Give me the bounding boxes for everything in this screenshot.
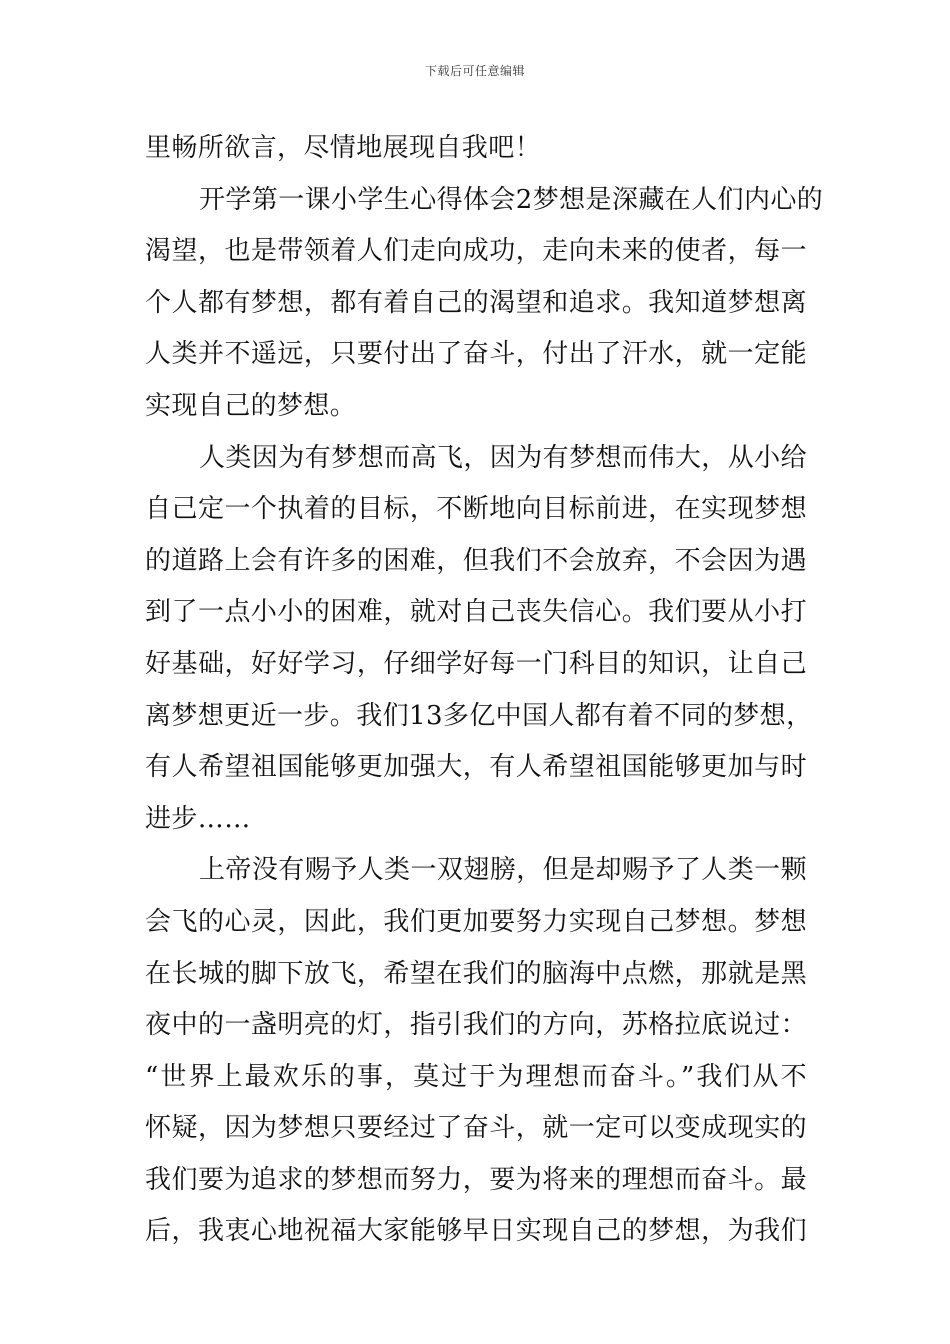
text-line: 好基础，好好学习，仔细学好每一门科目的知识，让自己 (145, 648, 807, 679)
text-line: 里畅所欲言，尽情地展现自我吧！ (145, 133, 542, 163)
paragraph-start-line: 人类因为有梦想而高飞，因为有梦想而伟大，从小给 (199, 442, 807, 473)
text-line: 在长城的脚下放飞，希望在我们的脑海中点燃，那就是黑 (145, 958, 807, 989)
body-text (145, 123, 824, 1258)
page-header: 下载后可任意编辑 (424, 64, 525, 78)
text-line: 的道路上会有许多的困难，但我们不会放弃，不会因为遇 (145, 545, 807, 576)
text-line: 我们要为追求的梦想而努力，要为将来的理想而奋斗。最 (145, 1164, 807, 1195)
paragraph-start-line: 上帝没有赐予人类一双翅膀，但是却赐予了人类一颗 (199, 855, 807, 886)
text-line: 到了一点小小的困难，就对自己丧失信心。我们要从小打 (145, 597, 807, 628)
text-line: 怀疑，因为梦想只要经过了奋斗，就一定可以变成现实的 (145, 1113, 807, 1144)
text-line: 人类并不遥远，只要付出了奋斗，付出了汗水，就一定能 (145, 339, 807, 370)
text-line: 自己定一个执着的目标，不断地向目标前进，在实现梦想 (145, 494, 807, 525)
text-line: 有人希望祖国能够更加强大，有人希望祖国能够更加与时 (145, 752, 807, 783)
text-line: 离梦想更近一步。我们13多亿中国人都有着不同的梦想， (145, 700, 813, 731)
text-line: 进步…… (145, 803, 251, 834)
text-line: 会飞的心灵，因此，我们更加要努力实现自己梦想。梦想 (145, 906, 807, 937)
text-line: 渴望，也是带领着人们走向成功，走向未来的使者，每一 (145, 236, 807, 267)
text-line: “世界上最欢乐的事，莫过于为理想而奋斗。”我们从不 (145, 1061, 807, 1092)
text-line: 个人都有梦想，都有着自己的渴望和追求。我知道梦想离 (145, 287, 807, 318)
text-line: 后，我衷心地祝福大家能够早日实现自己的梦想，为我们 (145, 1216, 807, 1247)
text-line: 夜中的一盏明亮的灯，指引我们的方向，苏格拉底说过： (145, 1010, 807, 1041)
paragraph-start-line: 开学第一课小学生心得体会2梦想是深藏在人们内心的 (199, 184, 824, 215)
text-line: 实现自己的梦想。 (145, 390, 357, 421)
